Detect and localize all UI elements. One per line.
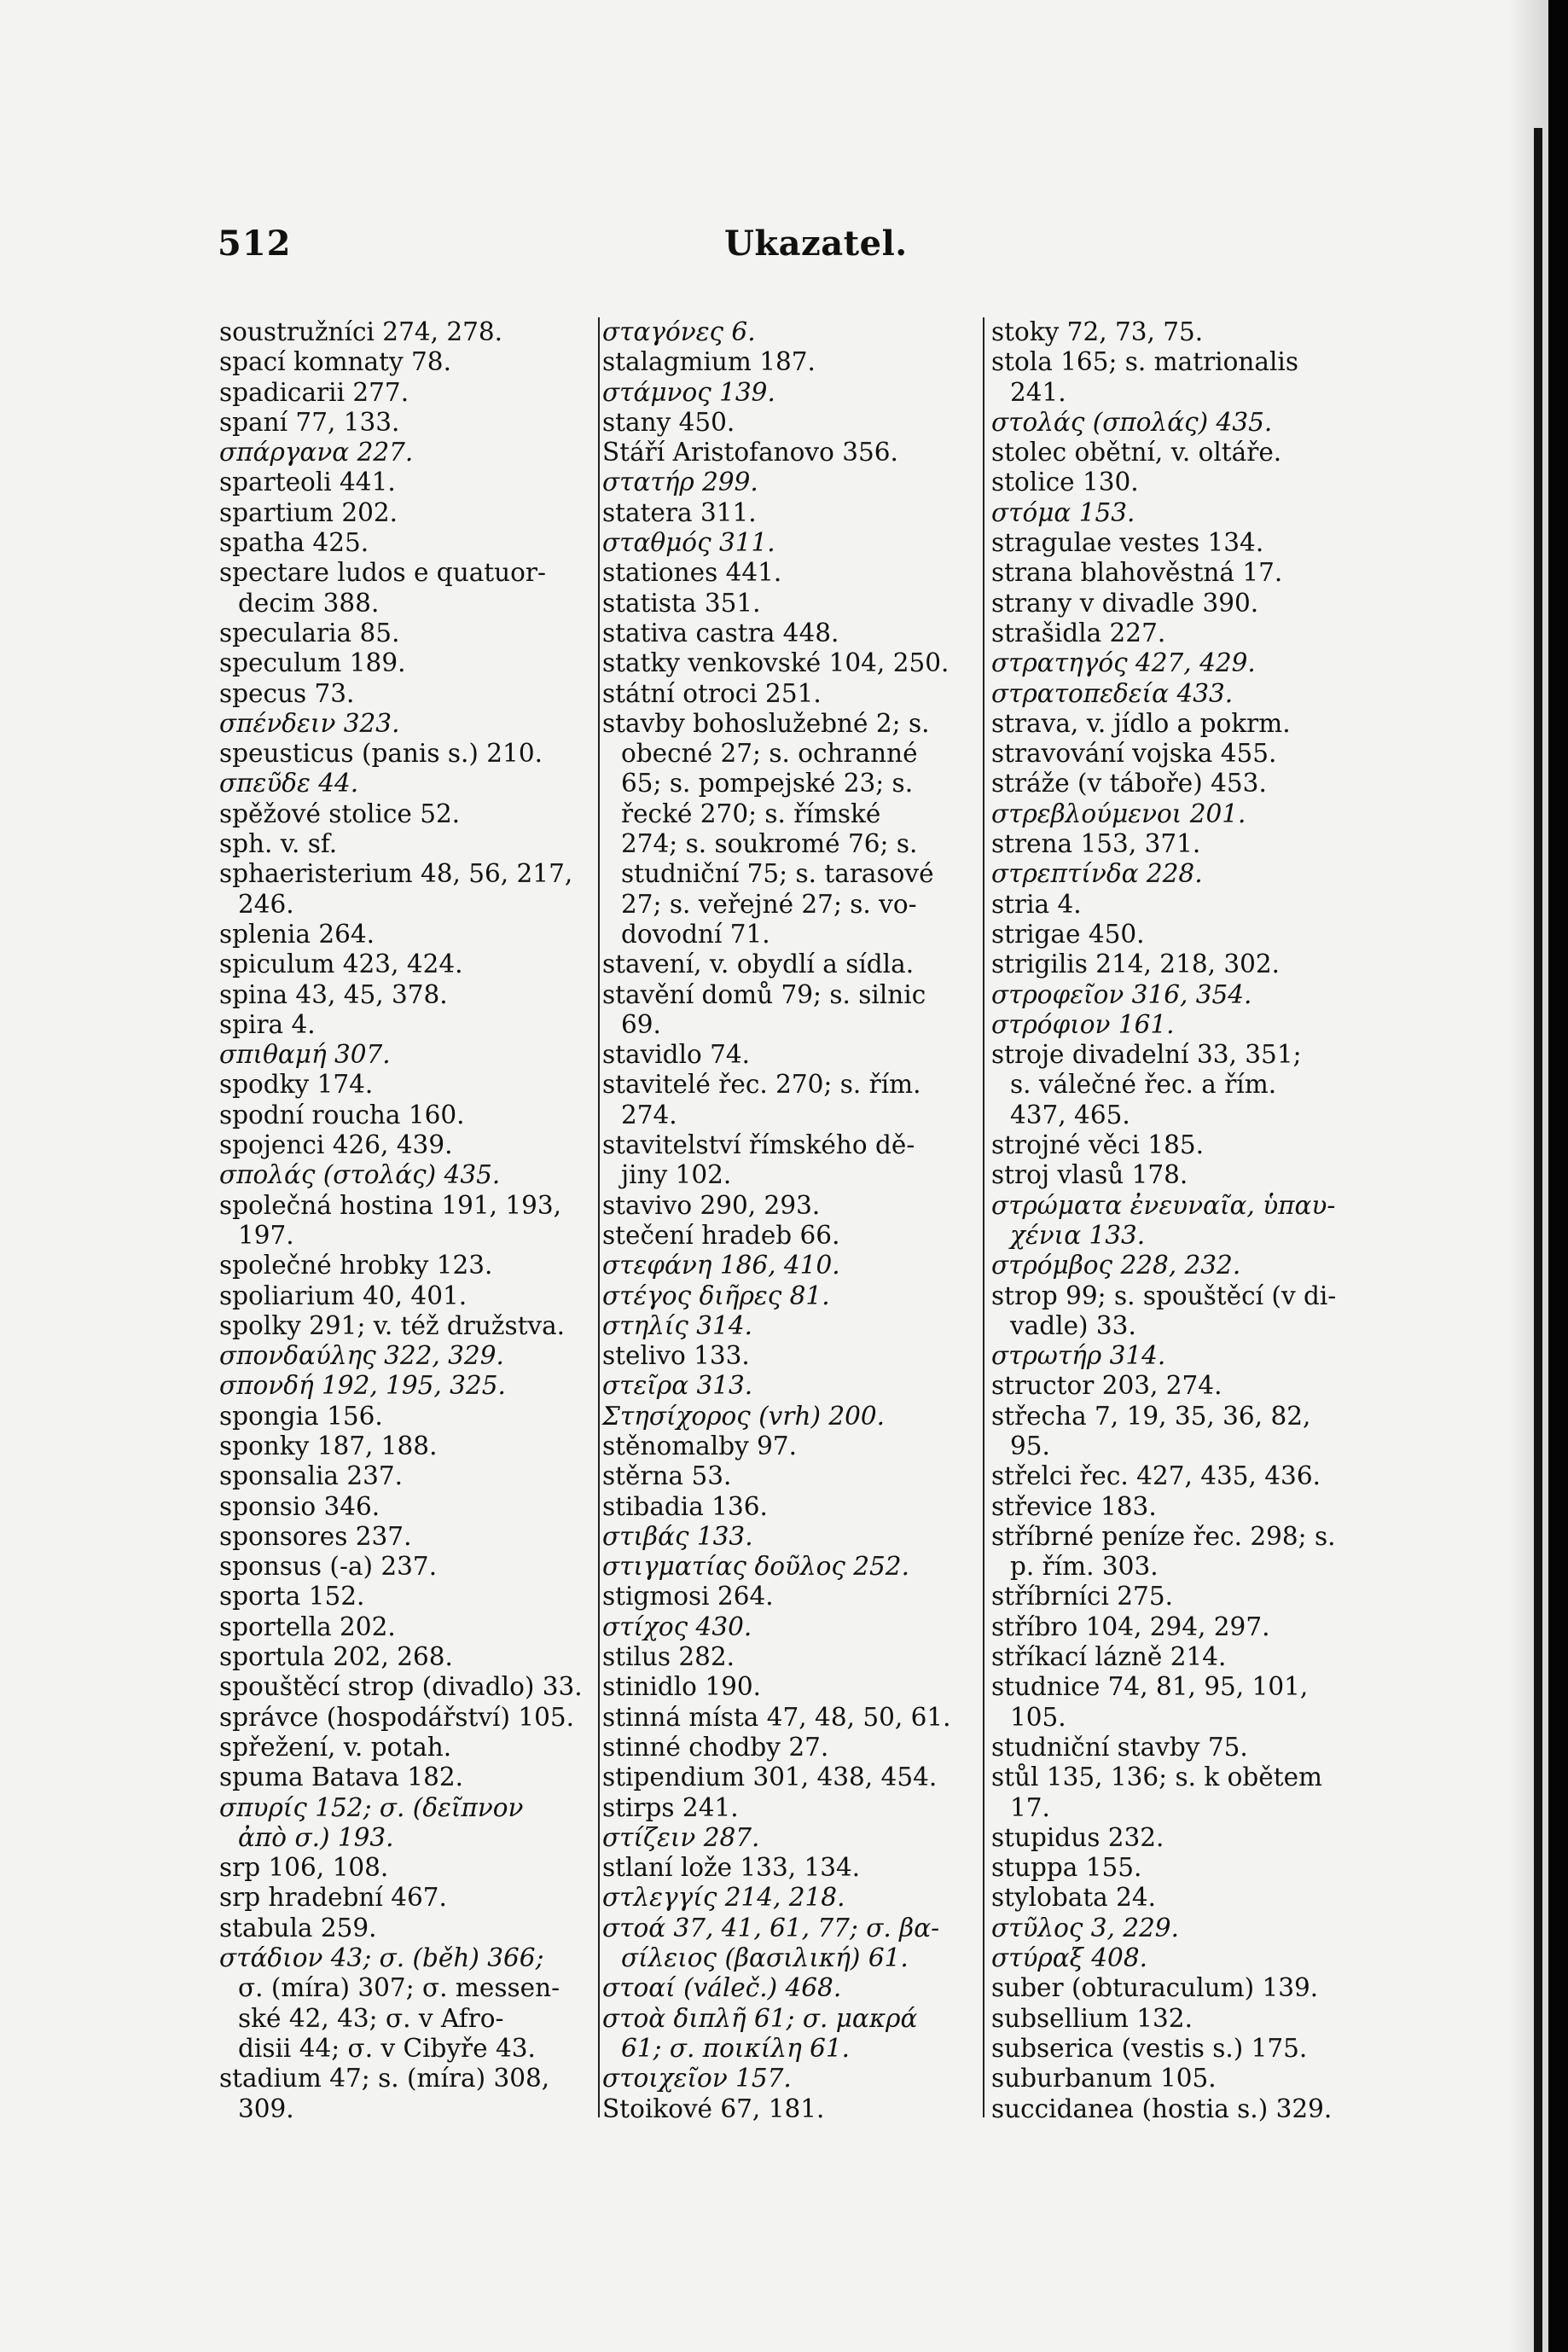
index-entry: stativa castra 448. [602, 618, 839, 648]
index-entry: stavení, v. obydlí a sídla. [602, 950, 915, 979]
index-entry: sponsio 346. [219, 1491, 380, 1521]
index-entry: statky venkovské 104, 250. [602, 648, 950, 678]
index-entry: 17. [1010, 1792, 1050, 1822]
index-entry: spadicarii 277. [219, 377, 409, 407]
index-entry: strašidla 227. [991, 618, 1166, 648]
index-entry: stráže (v táboře) 453. [991, 769, 1267, 799]
index-entry: stalagmium 187. [602, 347, 816, 377]
index-entry: speusticus (panis s.) 210. [219, 739, 543, 769]
index-entry: stříbrníci 275. [991, 1582, 1173, 1612]
index-entry: střevice 183. [991, 1491, 1157, 1521]
index-entry: stavitelé řec. 270; s. řím. [602, 1070, 921, 1100]
index-column-1 [219, 317, 595, 2124]
index-entry: stroje divadelní 33, 351; [991, 1040, 1302, 1070]
index-entry: suber (obturaculum) 139. [991, 1973, 1319, 2003]
index-entry: 95. [1010, 1431, 1050, 1461]
index-entry: splenia 264. [219, 919, 375, 949]
index-entry: obecné 27; s. ochranné [621, 739, 918, 769]
index-entry: sponky 187, 188. [219, 1431, 438, 1461]
index-entry: spěžové stolice 52. [219, 799, 461, 828]
index-entry: στρατοπεδεία 433. [991, 678, 1234, 708]
index-entry: stabula 259. [219, 1913, 377, 1943]
index-entry: řecké 270; s. římské [621, 799, 881, 828]
index-entry: sponsus (-a) 237. [219, 1552, 438, 1582]
index-entry: stigmosi 264. [602, 1582, 774, 1612]
index-entry: stupidus 232. [991, 1822, 1164, 1852]
index-entry: spuma Batava 182. [219, 1763, 463, 1792]
index-entry: stavidlo 74. [602, 1040, 751, 1070]
index-entry: stolice 130. [991, 467, 1139, 497]
column-divider [598, 317, 600, 2117]
index-entry: stavitelství římského dě- [602, 1130, 915, 1160]
index-entry: střecha 7, 19, 35, 36, 82, [991, 1401, 1311, 1431]
index-entry: specularia 85. [219, 618, 400, 648]
index-entry: jiny 102. [621, 1160, 732, 1190]
index-entry: σίλειος (βασιλική) 61. [621, 1943, 909, 1973]
index-entry: stlaní lože 133, 134. [602, 1853, 861, 1883]
index-entry: s. válečné řec. a řím. [1010, 1070, 1277, 1100]
index-entry: στύραξ 408. [991, 1943, 1147, 1973]
index-entry: στοαί (váleč.) 468. [602, 1973, 842, 2003]
index-entry: stečení hradeb 66. [602, 1220, 840, 1250]
index-entry: σπένδειν 323. [219, 708, 400, 738]
index-entry: spolky 291; v. též družstva. [219, 1310, 566, 1340]
index-entry: spojenci 426, 439. [219, 1130, 453, 1160]
index-entry: στρώματα ἐνευναῖα, ὑπαυ- [991, 1190, 1336, 1220]
index-entry: 69. [621, 1009, 661, 1039]
index-entry: spiculum 423, 424. [219, 950, 463, 979]
index-entry: srp 106, 108. [219, 1853, 389, 1883]
index-entry: stinná místa 47, 48, 50, 61. [602, 1702, 951, 1732]
index-entry: 274; s. soukromé 76; s. [621, 829, 918, 859]
index-entry: stipendium 301, 438, 454. [602, 1763, 938, 1792]
index-entry: Stáří Aristofanovo 356. [602, 438, 898, 467]
index-entry: σπονδαύλης 322, 329. [219, 1341, 504, 1371]
index-entry: stinné chodby 27. [602, 1732, 829, 1762]
index-entry: sph. v. sf. [219, 829, 338, 859]
index-entry: σταγόνες 6. [602, 317, 756, 346]
index-entry: στέγος διῆρες 81. [602, 1281, 830, 1310]
index-entry: speculum 189. [219, 648, 406, 678]
index-entry: stilus 282. [602, 1642, 735, 1672]
index-entry: stavění domů 79; s. silnic [602, 979, 926, 1009]
running-head: Ukazatel. [724, 224, 908, 264]
index-entry: stravování vojska 455. [991, 739, 1277, 769]
index-entry: 437, 465. [1010, 1100, 1130, 1130]
index-entry: στατήρ 299. [602, 467, 758, 497]
index-entry: στάμνος 139. [602, 377, 775, 407]
index-entry: σπυρίς 152; σ. (δεῖπνον [219, 1792, 524, 1822]
index-column-3 [991, 317, 1367, 2124]
index-entry: stirps 241. [602, 1792, 739, 1822]
index-entry: stylobata 24. [991, 1883, 1157, 1913]
index-entry: subserica (vestis s.) 175. [991, 2033, 1308, 2063]
index-entry: succidanea (hostia s.) 329. [991, 2094, 1333, 2123]
index-entry: specus 73. [219, 678, 355, 708]
index-entry: strana blahověstná 17. [991, 558, 1283, 588]
index-entry: ské 42, 43; σ. v Afro- [238, 2003, 504, 2033]
index-entry: spodní roucha 160. [219, 1100, 465, 1130]
index-entry: στρωτήρ 314. [991, 1341, 1166, 1371]
index-entry: strojné věci 185. [991, 1130, 1204, 1160]
index-entry: 61; σ. ποικίλη 61. [621, 2033, 851, 2063]
index-entry: spaní 77, 133. [219, 407, 400, 437]
page-number: 512 [218, 224, 292, 264]
page-header [218, 224, 1216, 275]
index-entry: stationes 441. [602, 558, 782, 588]
index-entry: Στησίχορος (vrh) 200. [602, 1401, 886, 1431]
index-entry: spatha 425. [219, 528, 369, 558]
index-entry: suburbanum 105. [991, 2064, 1217, 2094]
index-entry: στίζειν 287. [602, 1822, 760, 1852]
index-entry: στρόμβος 228, 232. [991, 1251, 1241, 1281]
index-entry: spina 43, 45, 378. [219, 979, 448, 1009]
index-entry: ἀπὸ σ.) 193. [238, 1822, 394, 1852]
index-entry: στίχος 430. [602, 1612, 752, 1641]
index-column-2 [602, 317, 984, 2124]
index-entry: statera 311. [602, 497, 757, 527]
index-entry: stolec obětní, v. oltáře. [991, 438, 1282, 467]
index-entry: stříbrné peníze řec. 298; s. [991, 1521, 1336, 1551]
index-entry: subsellium 132. [991, 2003, 1193, 2033]
index-entry: disii 44; σ. v Cibyře 43. [238, 2033, 536, 2063]
index-entry: spectare ludos e quatuor- [219, 558, 546, 588]
index-entry: 197. [238, 1220, 294, 1250]
index-entry: σταθμός 311. [602, 528, 775, 558]
index-entry: sportula 202, 268. [219, 1642, 453, 1672]
index-entry: stříbro 104, 294, 297. [991, 1612, 1270, 1641]
index-entry: στροφεῖον 316, 354. [991, 979, 1252, 1009]
index-entry: σ. (míra) 307; σ. messen- [238, 1973, 560, 2003]
index-entry: strava, v. jídlo a pokrm. [991, 708, 1291, 738]
index-entry: stragulae vestes 134. [991, 528, 1264, 558]
index-entry: decim 388. [238, 588, 380, 618]
index-entry: stadium 47; s. (míra) 308, [219, 2064, 550, 2094]
index-entry: στοὰ διπλῆ 61; σ. μακρά [602, 2003, 918, 2033]
index-entry: strop 99; s. spouštěcí (v di- [991, 1281, 1337, 1310]
index-entry: στρόφιον 161. [991, 1009, 1175, 1039]
index-entry: stůl 135, 136; s. k obětem [991, 1763, 1323, 1792]
index-entry: spouštěcí strop (divadlo) 33. [219, 1672, 583, 1702]
index-entry: στολάς (σπολάς) 435. [991, 407, 1273, 437]
index-entry: sponsalia 237. [219, 1461, 404, 1491]
index-entry: sphaeristerium 48, 56, 217, [219, 859, 573, 889]
index-entry: studniční 75; s. tarasové [621, 859, 934, 889]
index-entry: sportella 202. [219, 1612, 396, 1641]
index-entry: stříkací lázně 214. [991, 1642, 1227, 1672]
index-entry: strigilis 214, 218, 302. [991, 950, 1281, 979]
index-entry: statista 351. [602, 588, 761, 618]
index-entry: spodky 174. [219, 1070, 374, 1100]
index-entry: strena 153, 371. [991, 829, 1201, 859]
index-entry: στόμα 153. [991, 497, 1135, 527]
index-entry: stuppa 155. [991, 1853, 1142, 1883]
index-entry: spartium 202. [219, 497, 398, 527]
index-entry: σπονδή 192, 195, 325. [219, 1371, 506, 1401]
index-entry: stola 165; s. matrionalis [991, 347, 1298, 377]
index-entry: structor 203, 274. [991, 1371, 1222, 1401]
index-entry: 241. [1010, 377, 1066, 407]
index-entry: spoliarium 40, 401. [219, 1281, 467, 1310]
index-entry: stěnomalby 97. [602, 1431, 798, 1461]
index-entry: stavivo 290, 293. [602, 1190, 821, 1220]
index-entry: 309. [238, 2094, 294, 2123]
index-entry: σπολάς (στολάς) 435. [219, 1160, 501, 1190]
index-entry: στηλίς 314. [602, 1310, 752, 1340]
index-entry: στλεγγίς 214, 218. [602, 1883, 845, 1913]
index-entry: srp hradební 467. [219, 1883, 447, 1913]
index-entry: stěrna 53. [602, 1461, 732, 1491]
index-entry: 65; s. pompejské 23; s. [621, 769, 914, 799]
index-entry: 274. [621, 1100, 677, 1130]
index-entry: στρατηγός 427, 429. [991, 648, 1256, 678]
index-entry: sparteoli 441. [219, 467, 396, 497]
column-divider [983, 317, 984, 2117]
index-entry: stroj vlasů 178. [991, 1160, 1188, 1190]
index-entry: sponsores 237. [219, 1521, 412, 1551]
index-entry: studniční stavby 75. [991, 1732, 1248, 1762]
index-entry: společná hostina 191, 193, [219, 1190, 562, 1220]
index-entry: στεφάνη 186, 410. [602, 1251, 840, 1281]
index-entry: stria 4. [991, 889, 1082, 919]
index-entry: studnice 74, 81, 95, 101, [991, 1672, 1309, 1702]
index-entry: στεῖρα 313. [602, 1371, 753, 1401]
index-entry: společné hrobky 123. [219, 1251, 493, 1281]
index-entry: 246. [238, 889, 294, 919]
index-entry: spongia 156. [219, 1401, 383, 1431]
index-entry: χένια 133. [1010, 1220, 1146, 1250]
index-entry: spira 4. [219, 1009, 316, 1039]
index-entry: Stoikové 67, 181. [602, 2094, 825, 2123]
index-entry: στρεπτίνδα 228. [991, 859, 1203, 889]
index-entry: στιγματίας δοῦλος 252. [602, 1552, 909, 1582]
scan-border [1548, 0, 1568, 2352]
index-entry: střelci řec. 427, 435, 436. [991, 1461, 1321, 1491]
index-entry: στοιχεῖον 157. [602, 2064, 792, 2094]
index-entry: στῦλος 3, 229. [991, 1913, 1179, 1943]
index-entry: στιβάς 133. [602, 1521, 753, 1551]
index-entry: dovodní 71. [621, 919, 770, 949]
index-entry: στρεβλούμενοι 201. [991, 799, 1246, 828]
index-entry: strigae 450. [991, 919, 1145, 949]
index-entry: správce (hospodářství) 105. [219, 1702, 575, 1732]
index-entry: stinidlo 190. [602, 1672, 762, 1702]
index-entry: spací komnaty 78. [219, 347, 451, 377]
index-entry: stelivo 133. [602, 1341, 750, 1371]
index-entry: soustružníci 274, 278. [219, 317, 503, 346]
page-binding-edge [1534, 128, 1542, 2352]
index-entry: στοά 37, 41, 61, 77; σ. βα- [602, 1913, 940, 1943]
index-entry: sporta 152. [219, 1582, 365, 1612]
index-entry: stibadia 136. [602, 1491, 768, 1521]
index-entry: 105. [1010, 1702, 1066, 1732]
index-entry: σπεῦδε 44. [219, 769, 359, 799]
index-entry: vadle) 33. [1010, 1310, 1136, 1340]
index-entry: spřežení, v. potah. [219, 1732, 452, 1762]
index-entry: p. řím. 303. [1010, 1552, 1159, 1582]
index-entry: σπάργανα 227. [219, 438, 414, 467]
index-entry: strany v divadle 390. [991, 588, 1259, 618]
index-entry: státní otroci 251. [602, 678, 822, 708]
index-entry: stavby bohoslužebné 2; s. [602, 708, 930, 738]
index-entry: στάδιον 43; σ. (běh) 366; [219, 1943, 544, 1973]
index-entry: stoky 72, 73, 75. [991, 317, 1204, 346]
index-entry: σπιθαμή 307. [219, 1040, 391, 1070]
index-entry: stany 450. [602, 407, 735, 437]
index-entry: 27; s. veřejné 27; s. vo- [621, 889, 917, 919]
